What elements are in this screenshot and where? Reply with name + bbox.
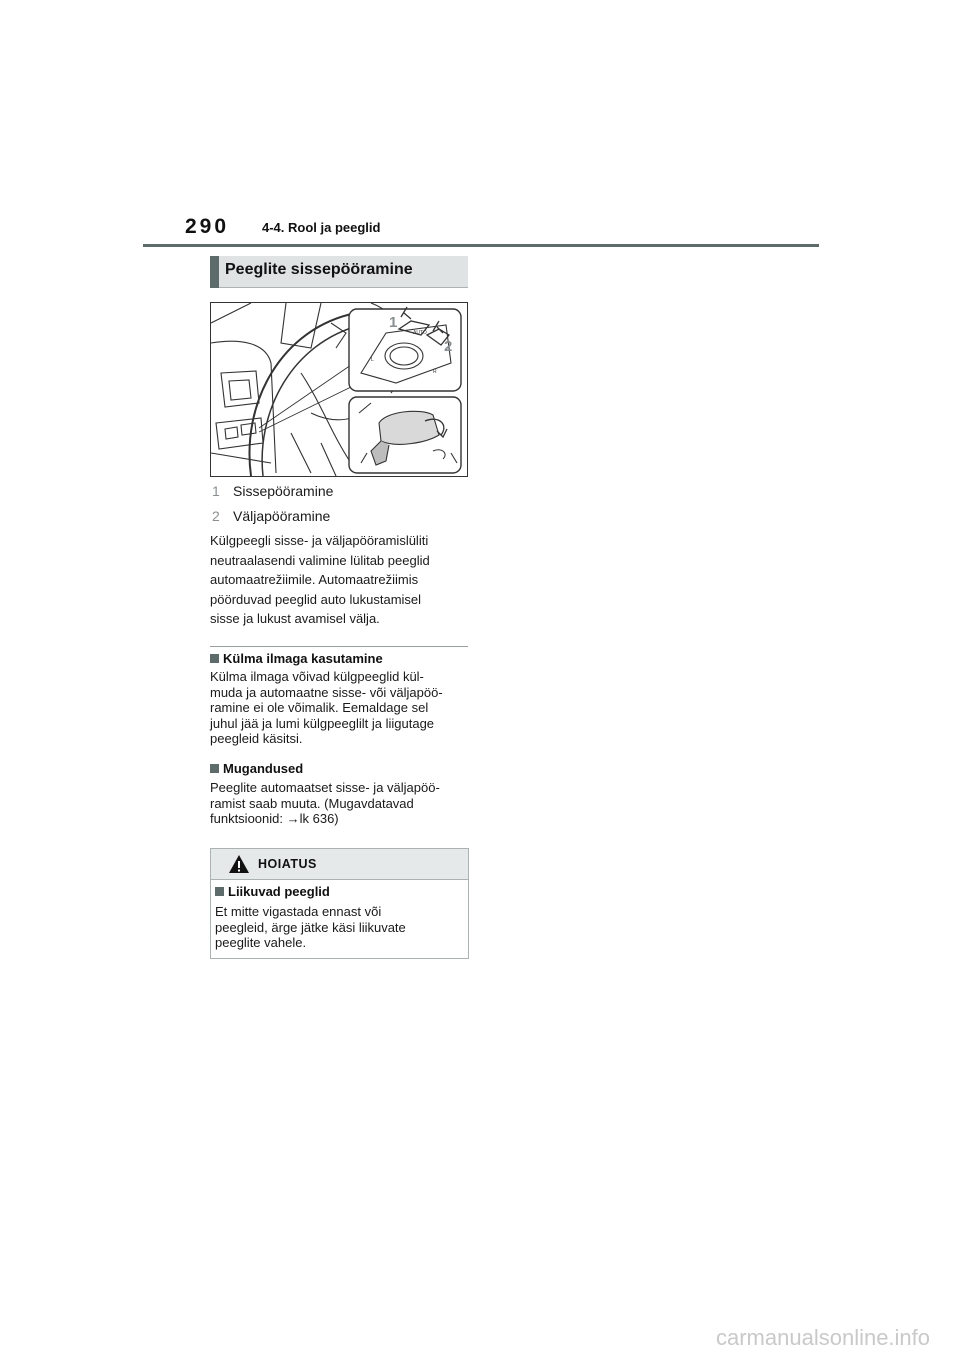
section-heading-bar	[210, 256, 219, 288]
warning-subheading	[215, 884, 330, 899]
bullet-square-icon	[210, 654, 219, 663]
note-heading-customization	[210, 761, 303, 776]
legend-item-2	[212, 508, 330, 524]
note-paragraph-customization	[210, 780, 472, 827]
running-title: 4-4. Rool ja peeglid	[262, 220, 381, 235]
legend-number: 2	[212, 508, 220, 524]
switch-letter-l: L	[371, 357, 374, 363]
note-line: Peeglite automaatset sisse- ja väljapöö-	[210, 780, 440, 795]
note-line: funktsioonid: →lk 636)	[210, 811, 339, 826]
legend-number: 1	[212, 483, 220, 499]
warning-box	[210, 848, 469, 959]
note-title: Mugandused	[223, 761, 304, 776]
notes-divider	[210, 646, 468, 647]
body-line: neutraalasendi valimine lülitab peeglid	[210, 552, 430, 568]
switch-auto-label: AUTO	[413, 330, 427, 336]
callout-1: 1	[389, 314, 398, 331]
warning-label: HOIATUS	[258, 857, 317, 871]
bullet-square-icon	[215, 887, 224, 896]
body-paragraph	[210, 531, 472, 629]
illustration-drawing	[211, 303, 467, 476]
mirror-switch-illustration	[210, 302, 468, 477]
warning-line: peegleid, ärge jätke käsi liikuvate	[215, 919, 406, 935]
legend-text: Väljapööramine	[233, 508, 331, 524]
page-number: 290	[185, 215, 230, 238]
watermark: carmanualsonline.info	[716, 1325, 931, 1350]
note-line: peegleid käsitsi.	[210, 731, 303, 746]
bullet-square-icon	[210, 764, 219, 773]
section-title: Peeglite sissepööramine	[225, 261, 413, 278]
section-heading	[210, 256, 468, 288]
warning-line: Et mitte vigastada ennast või	[215, 904, 382, 919]
warning-triangle-icon	[228, 854, 250, 874]
body-line: pöörduvad peeglid auto lukustamisel	[210, 591, 422, 607]
legend-text: Sissepööramine	[233, 483, 334, 499]
note-line: Külma ilmaga võivad külgpeeglid kül-	[210, 669, 424, 684]
body-line: automaatrežiimile. Automaatrežiimis	[210, 572, 419, 588]
note-line: muda ja automaatne sisse- või väljapöö-	[210, 684, 443, 700]
header-rule	[143, 244, 819, 247]
warning-header	[211, 849, 468, 880]
body-line: Külgpeegli sisse- ja väljapööramislüliti	[210, 533, 429, 548]
note-line: ramist saab muuta. (Mugavdatavad	[210, 795, 414, 811]
legend-item-1	[212, 483, 333, 499]
note-line: ramine ei ole võimalik. Eemaldage sel	[210, 700, 429, 715]
warning-title: Liikuvad peeglid	[228, 884, 330, 899]
note-title: Külma ilmaga kasutamine	[223, 651, 383, 666]
note-line: juhul jää ja lumi külgpeeglilt ja liigutage	[210, 715, 435, 731]
body-line: sisse ja lukust avamisel välja.	[210, 611, 380, 627]
note-paragraph-cold-weather	[210, 669, 472, 747]
warning-line: peeglite vahele.	[215, 935, 307, 950]
switch-letter-r: R	[433, 369, 437, 375]
warning-paragraph	[215, 904, 465, 951]
callout-2: 2	[444, 338, 453, 355]
note-heading-cold-weather	[210, 651, 383, 666]
